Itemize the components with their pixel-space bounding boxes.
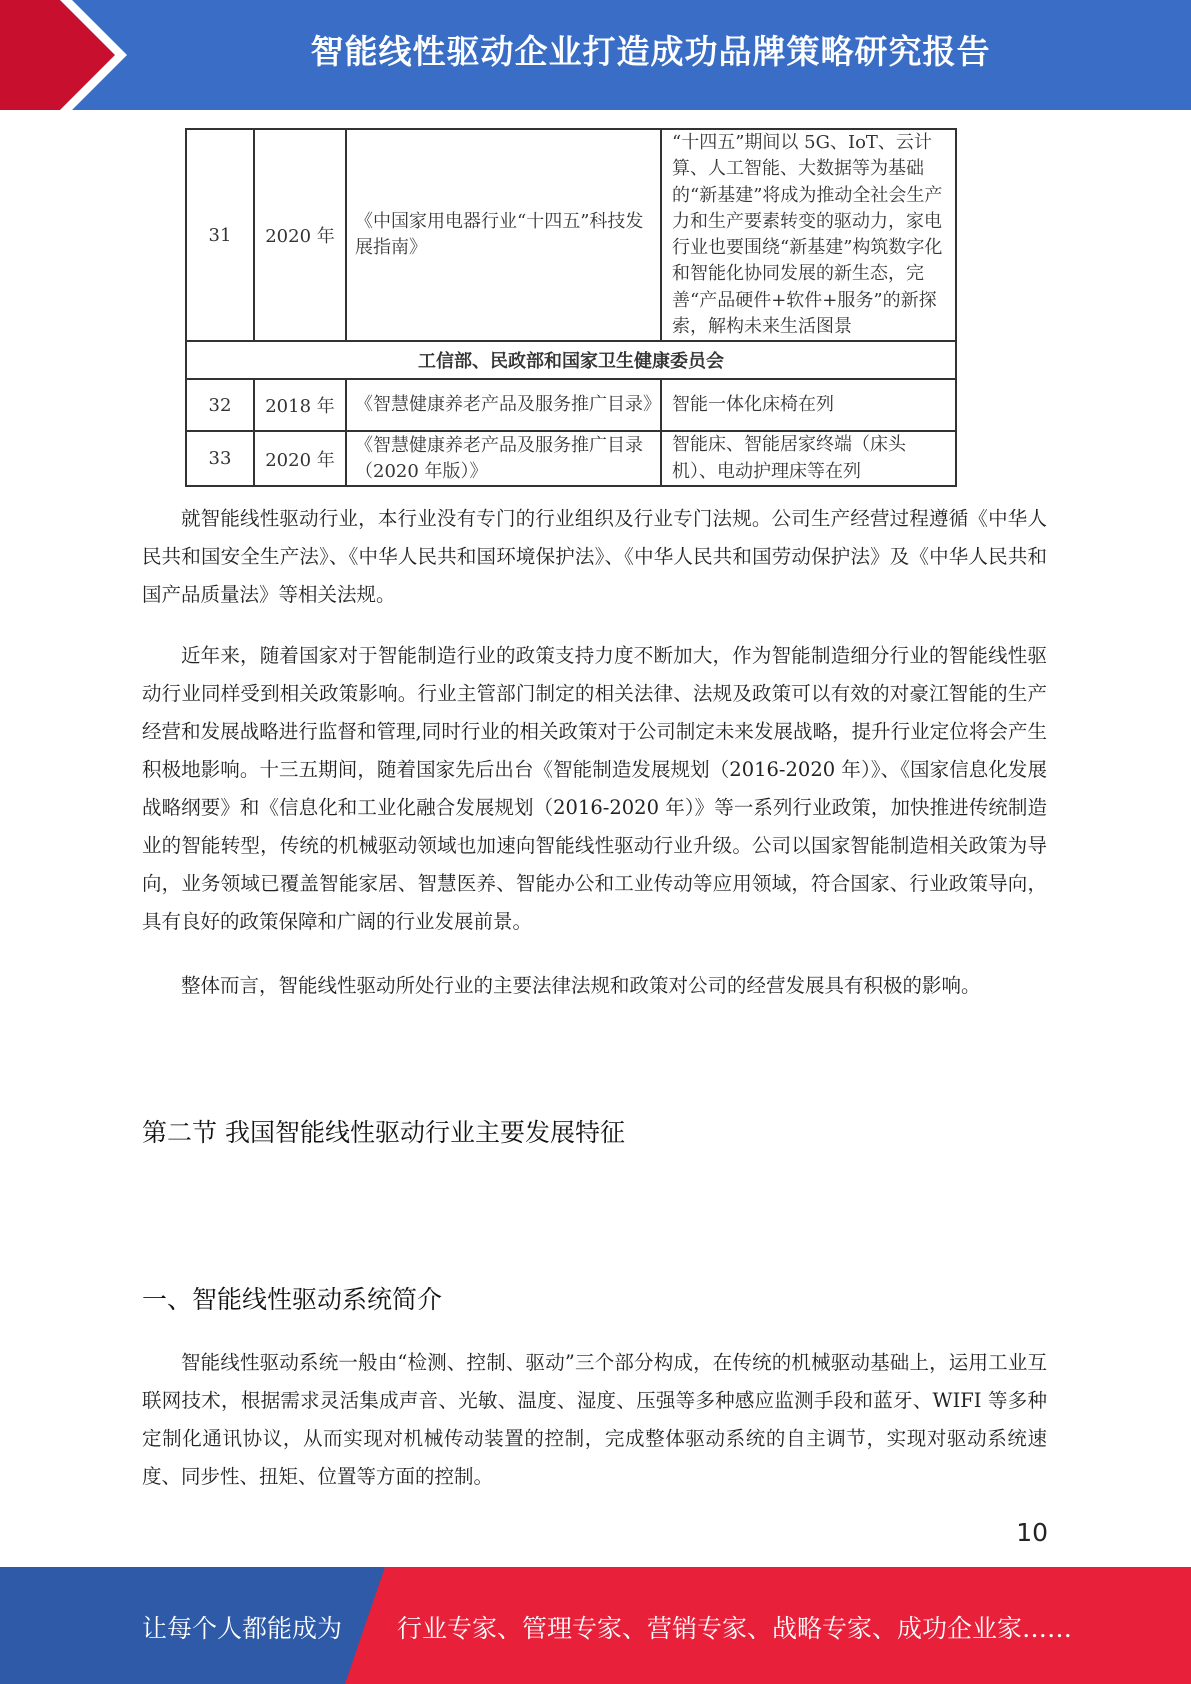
row-number: 31 [186,129,254,341]
section-title: 第二节 我国智能线性驱动行业主要发展特征 [142,1118,625,1147]
paragraph-summary [142,967,1047,1005]
table-row [186,129,956,341]
row-policy-name: 《智慧健康养老产品及服务推广目录（2020 年版）》 [346,431,661,486]
row-description: 智能床、智能居家终端（床头机）、电动护理床等在列 [661,431,956,486]
row-year: 2020 年 [254,129,346,341]
table-row [186,431,956,486]
header-title: 智能线性驱动企业打造成功品牌策略研究报告 [310,32,991,71]
footer-slogan-left: 让每个人都能成为 [142,1614,343,1643]
page-footer [0,1567,1191,1684]
row-policy-name: 《中国家用电器行业“十四五”科技发展指南》 [346,129,661,341]
subsection-title: 一、智能线性驱动系统简介 [142,1285,443,1314]
paragraph-policy [142,637,1047,941]
policy-table [185,128,957,487]
row-number: 32 [186,379,254,431]
table-group-row [186,341,956,379]
row-number: 33 [186,431,254,486]
row-year: 2020 年 [254,431,346,486]
paragraph-text: 就智能线性驱动行业，本行业没有专门的行业组织及行业专门法规。公司生产经营过程遵循《中华人民共和国安全生产法》、《中华人民共和国环境保护法》、《中华人民共和国劳动保护法》及《中华人民共和国产品质量法》等相关法规。 [142,507,1047,606]
paragraph-text: 近年来，随着国家对于智能制造行业的政策支持力度不断加大，作为智能制造细分行业的智能线性驱动行业同样受到相关政策影响。行业主管部门制定的相关法律、法规及政策可以有效的对豪江智能的生产经营和发展战略进行监督和管理,同时行业的相关政策对于公司制定未来发展战略，提升行业定位将会产生积极地影响。十三五期间，随着国家先后出台《智能制造发展规划（2016-2020 年）》、《国家信息化发展战略纲要》和《信息化和工业化融合发展规划（2016-2020 年）》等一系列行业政策，加快推进传统制造业的智能转型，传统的机械驱动领域也加速向智能线性驱动行业升级。公司以国家智能制造相关政策为导向，业务领域已覆盖智能家居、智慧医养、智能办公和工业传动等应用领域，符合国家、行业政策导向，具有良好的政策保障和广阔的行业发展前景。 [142,644,1047,933]
paragraph-text: 智能线性驱动系统一般由“检测、控制、驱动”三个部分构成，在传统的机械驱动基础上，运用工业互联网技术，根据需求灵活集成声音、光敏、温度、湿度、压强等多种感应监测手段和蓝牙、WIFI 等多种定制化通讯协议，从而实现对机械传动装置的控制，完成整体驱动系统的自主调节，实现对驱动系统速度、同步性、扭矩、位置等方面的控制。 [142,1351,1047,1488]
row-policy-name: 《智慧健康养老产品及服务推广目录》 [346,379,661,431]
paragraph-regulations [142,500,1047,614]
group-label: 工信部、民政部和国家卫生健康委员会 [186,341,956,379]
row-description: “十四五”期间以 5G、IoT、云计算、人工智能、大数据等为基础的“新基建”将成为推动全社会生产力和生产要素转变的驱动力，家电行业也要围绕“新基建”构筑数字化和智能化协同发展的新生态，完善“产品硬件+软件+服务”的新探索，解构未来生活图景 [661,129,956,341]
row-description: 智能一体化床椅在列 [661,379,956,431]
page-header [0,0,1191,110]
paragraph-text: 整体而言，智能线性驱动所处行业的主要法律法规和政策对公司的经营发展具有积极的影响。 [181,974,981,997]
page-number: 10 [1016,1518,1048,1547]
footer-slogan-right: 行业专家、管理专家、营销专家、战略专家、成功企业家…… [397,1614,1073,1643]
table-row [186,379,956,431]
row-year: 2018 年 [254,379,346,431]
paragraph-system-intro [142,1344,1047,1496]
header-arrow-icon [0,0,150,110]
